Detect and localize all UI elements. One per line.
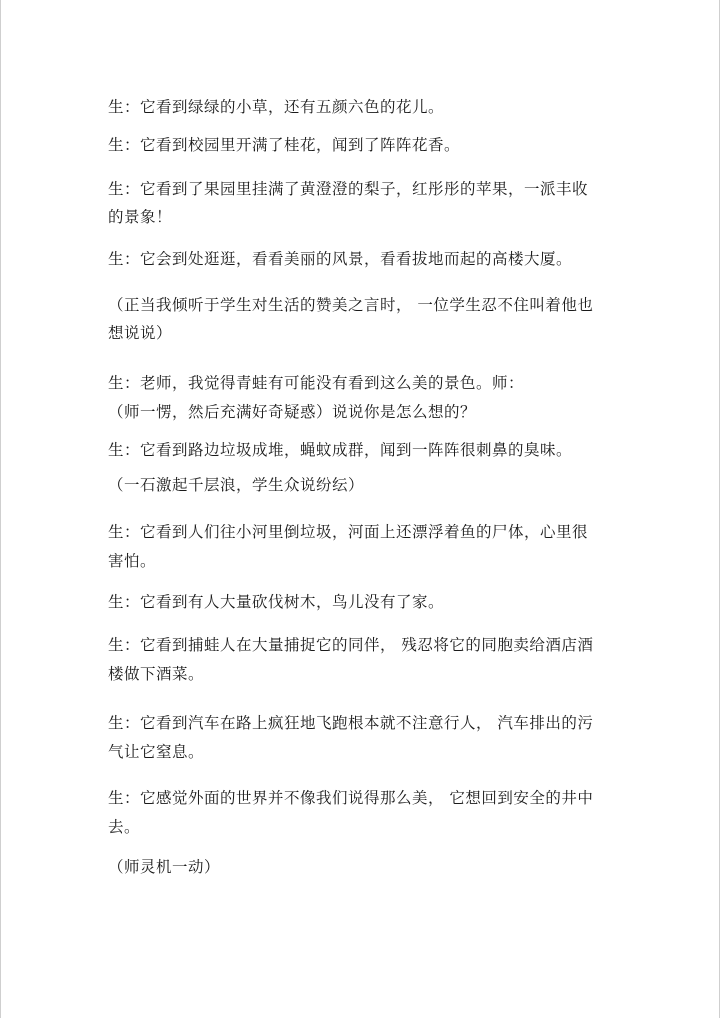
- text-line-20: 去。: [108, 818, 141, 836]
- text-line-18: 气让它窒息。: [108, 743, 205, 761]
- text-line-3: 生：它看到了果园里挂满了黄澄澄的梨子，红彤彤的苹果，一派丰收: [108, 180, 589, 198]
- text-line-1: 生：它看到绿绿的小草，还有五颜六色的花儿。: [108, 98, 445, 116]
- text-line-9: （师一愣，然后充满好奇疑惑）说说你是怎么想的？: [108, 403, 477, 421]
- text-line-13: 害怕。: [108, 552, 157, 570]
- text-line-5: 生：它会到处逛逛，看看美丽的风景，看看拔地而起的高楼大厦。: [108, 250, 573, 268]
- text-line-17: 生：它看到汽车在路上疯狂地飞跑根本就不注意行人， 汽车排出的污: [108, 714, 594, 732]
- text-line-7: 想说说）: [108, 324, 173, 342]
- text-line-11: （一石激起千层浪，学生众说纷纭）: [108, 476, 365, 494]
- text-line-19: 生：它感觉外面的世界并不像我们说得那么美， 它想回到安全的井中: [108, 789, 594, 807]
- text-line-16: 楼做下酒菜。: [108, 665, 205, 683]
- text-line-10: 生：它看到路边垃圾成堆，蝇蚊成群，闻到一阵阵很刺鼻的臭味。: [108, 441, 573, 459]
- text-line-12: 生：它看到人们往小河里倒垃圾，河面上还漂浮着鱼的尸体，心里很: [108, 523, 589, 541]
- text-line-2: 生：它看到校园里开满了桂花，闻到了阵阵花香。: [108, 136, 461, 154]
- text-line-6: （正当我倾听于学生对生活的赞美之言时， 一位学生忍不住叫着他也: [108, 296, 594, 314]
- text-line-4: 的景象！: [108, 208, 173, 226]
- text-line-8: 生：老师，我觉得青蛙有可能没有看到这么美的景色。师：: [108, 374, 525, 392]
- text-line-15: 生：它看到捕蛙人在大量捕捉它的同伴， 残忍将它的同胞卖给酒店酒: [108, 636, 594, 654]
- text-line-21: （师灵机一动）: [108, 858, 221, 876]
- page-border-left: [0, 0, 1, 1018]
- text-line-14: 生：它看到有人大量砍伐树木，鸟儿没有了家。: [108, 593, 445, 611]
